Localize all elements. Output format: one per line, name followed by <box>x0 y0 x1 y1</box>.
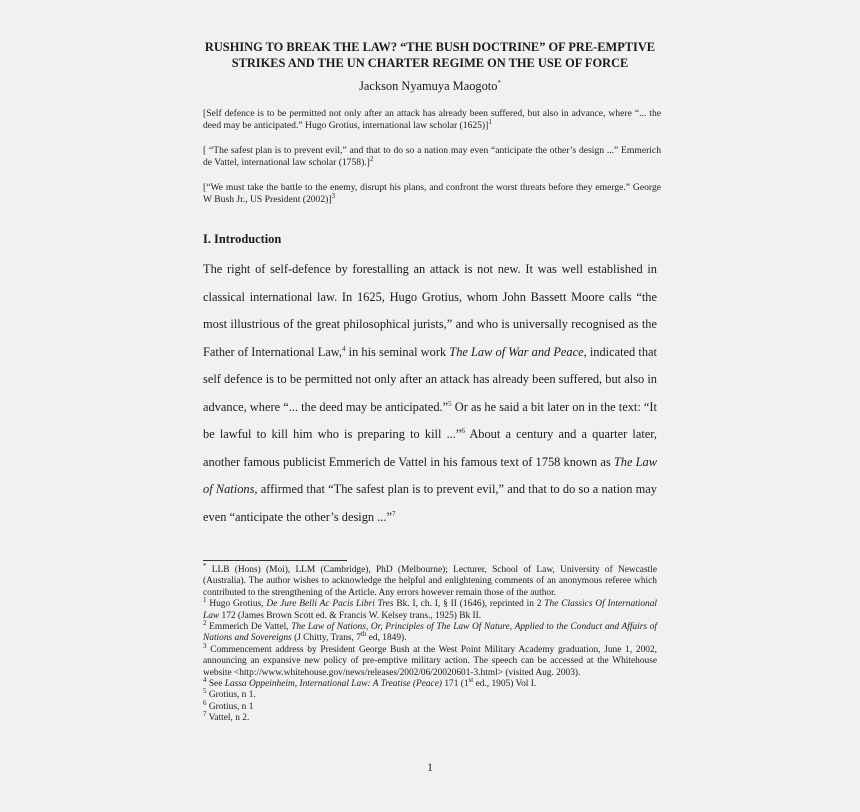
footnote-5 <box>203 687 657 701</box>
epigraph-quote-1 <box>203 108 661 132</box>
book-title: The Law of Nations <box>203 454 657 496</box>
footnote-mark: 1 <box>203 596 207 605</box>
footnote-7 <box>203 710 657 724</box>
body-text: , affirmed that “The safest plan is to prevent evil,” and that to do so a nation may even “anticipate the other’s design ...” <box>203 482 657 524</box>
footnote-text: Commencement address by President George Bush at the West Point Military Academy graduation, June 1, 2002, announcing an expansive new policy of pre-emptive military action. The speech can be accessed at the Whitehouse website <http://www.whitehouse.gov/news/releases/2002/06/20020601-3.html> (visited Aug. 2003). <box>203 644 657 678</box>
footnote-ref: 1 <box>488 117 492 126</box>
footnotes <box>203 561 658 725</box>
quote-text: [ “The safest plan is to prevent evil,” and that to do so a nation may even “anticipate the other’s design ...” Emmerich de Vattel, international law scholar (1758).] <box>203 145 661 168</box>
title-line-2: STRIKES AND THE UN CHARTER REGIME ON THE USE OF FORCE <box>231 56 629 70</box>
footnote-title: De Jure Belli Ac Pacis Libri Tres <box>266 599 394 610</box>
footnote-text: Bk. I, ch. I, § II (1646), reprinted in 2 <box>393 599 545 610</box>
body-text: Or as he said a bit later on in the text: “It be lawful to kill him who is preparing to kill ...” <box>203 399 657 441</box>
footnote-text: Grotius, n 1. <box>206 690 256 701</box>
footnote-star <box>203 561 657 599</box>
footnote-4 <box>203 675 657 690</box>
footnote-mark: 2 <box>203 618 207 627</box>
ordinal-suffix: th <box>360 630 367 639</box>
footnote-mark: 7 <box>203 710 207 719</box>
footnote-mark: * <box>203 561 207 570</box>
body-paragraph <box>203 256 657 531</box>
footnote-ref: 6 <box>461 426 465 435</box>
footnote-text: 171 (1 <box>442 679 469 690</box>
paper-title <box>170 39 690 71</box>
author-name: Jackson Nyamuya Maogoto <box>359 79 498 93</box>
footnote-ref: 5 <box>448 399 452 408</box>
body-text: in his seminal work <box>345 344 450 359</box>
section-heading: I. Introduction <box>203 232 282 246</box>
footnote-mark: 4 <box>203 675 207 684</box>
footnote-text: See <box>206 679 225 690</box>
footnote-1 <box>203 596 658 622</box>
footnote-3 <box>203 641 657 679</box>
footnote-title: The Law of Nations, Or, Principles of The Law Of Nature, Applied to the Conduct and Affairs of Nations and Sovereigns <box>203 622 657 644</box>
epigraph-quote-2 <box>203 145 661 169</box>
footnote-text: 172 (James Brown Scott ed. & Francis W. Kelsey trans., 1925) Bk II. <box>219 610 482 621</box>
footnote-text: ed., 1905) Vol I. <box>473 679 537 690</box>
footnote-2 <box>203 618 657 645</box>
body-text: , indicated that self defence is to be permitted not only after an attack has already been suffered, but also in advance, where “... the deed may be anticipated.” <box>203 344 657 414</box>
title-line-1: RUSHING TO BREAK THE LAW? “THE BUSH DOCTRINE” OF PRE-EMPTIVE <box>204 40 656 54</box>
footnote-ref: 3 <box>331 191 336 200</box>
footnote-text: Hugo Grotius, <box>206 599 267 610</box>
footnote-title: The Classics Of International Law <box>203 599 658 621</box>
ordinal-suffix: st <box>468 675 474 684</box>
footnote-ref: 4 <box>342 344 346 353</box>
footnote-text: Vattel, n 2. <box>206 713 250 724</box>
footnote-mark: 5 <box>203 687 207 696</box>
author-footnote-mark: * <box>497 78 501 87</box>
footnote-text: ed, 1849). <box>366 633 407 644</box>
body-text: About a century and a quarter later, another famous publicist Emmerich de Vattel in his famous text of 1758 known as <box>203 427 657 469</box>
footnote-mark: 3 <box>203 641 207 650</box>
footnote-divider <box>203 560 347 561</box>
footnote-title: Lassa Oppeinheim, International Law: A Treatise (Peace) <box>224 679 442 690</box>
footnote-6 <box>203 698 657 713</box>
footnote-text: Grotius, n 1 <box>206 701 254 712</box>
footnote-mark: 6 <box>203 698 207 707</box>
quote-text: [Self defence is to be permitted not only after an attack has already been suffered, but also in advance, where “... the deed may be anticipated.” Hugo Grotius, international law scholar (1625)] <box>203 108 661 131</box>
author-line <box>0 79 860 94</box>
footnote-ref: 7 <box>392 509 396 518</box>
footnote-text: LLB (Hons) (Moi), LLM (Cambridge), PhD (Melbourne); Lecturer, School of Law, University of Newcastle (Australia). The author wishes to acknowledge the helpful and enlightening comments of an anonymous referee which contributed to the strengthening of the Article. Any errors however remain those of the author. <box>203 565 657 598</box>
book-title: The Law of War and Peace <box>449 344 584 359</box>
epigraph-quote-3 <box>203 182 661 206</box>
quote-text: [“We must take the battle to the enemy, disrupt his plans, and confront the worst threats before they emerge.” George W Bush Jr., US President (2002)] <box>203 182 661 205</box>
footnote-text: (J Chitty, Trans, 7 <box>291 633 361 644</box>
footnote-ref: 2 <box>369 154 374 163</box>
body-text: The right of self-defence by forestalling an attack is not new. It was well established in classical international law. In 1625, Hugo Grotius, whom John Bassett Moore calls “the most illustrious of the great philosophical jurists,” and who is universally recognised as the Father of International Law, <box>203 262 657 359</box>
page-number: 1 <box>427 762 433 774</box>
footnote-text: Emmerich De Vattel, <box>206 622 292 633</box>
